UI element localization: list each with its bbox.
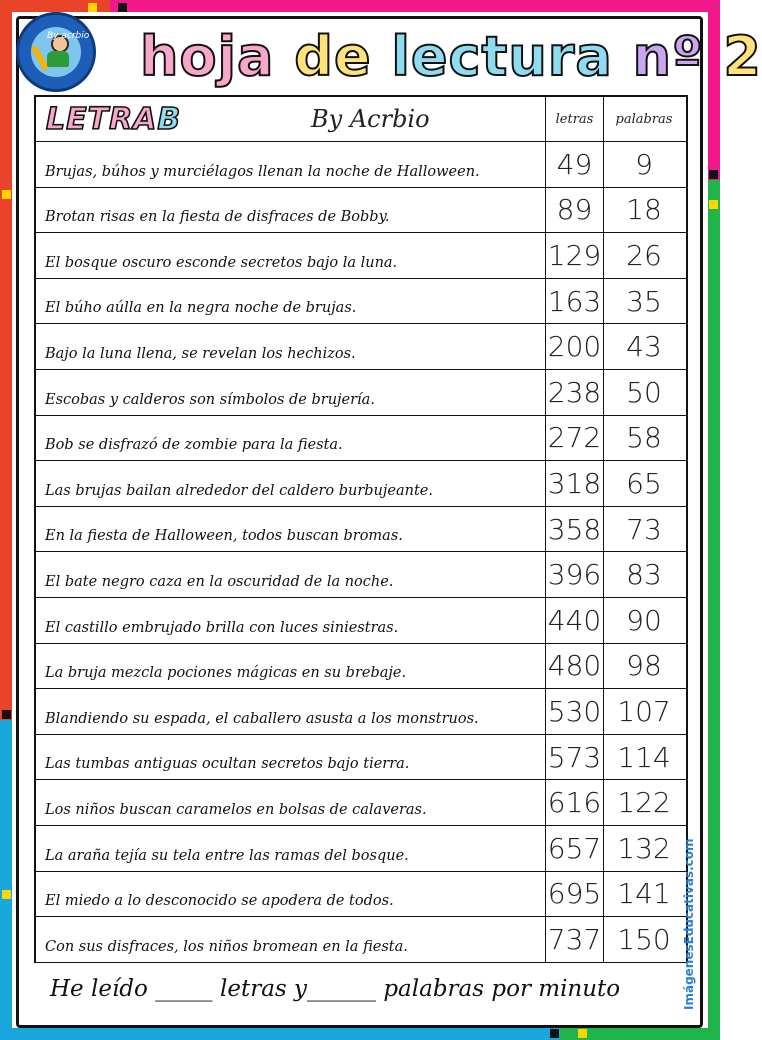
- frame-left-red-bar: [0, 0, 12, 720]
- reading-summary: He leído _____ letras y______ palabras por minuto: [50, 976, 621, 1002]
- table-row: [36, 872, 686, 918]
- decor-square: [88, 3, 97, 12]
- kid-body-icon: [47, 51, 69, 67]
- table-row: [36, 461, 686, 507]
- byline: By Acrbio: [311, 105, 430, 133]
- letter-count-cell: 480: [546, 644, 604, 689]
- header-letter-cell: [36, 97, 546, 141]
- decor-square: [709, 200, 718, 209]
- letter-count-cell: 200: [546, 324, 604, 369]
- reading-table: [34, 95, 688, 963]
- word-count-cell: 141: [617, 877, 671, 911]
- sentence-cell: El miedo a lo desconocido se apodera de todos.: [36, 872, 546, 917]
- table-row: [36, 644, 686, 690]
- letter-count-cell: 318: [546, 461, 604, 506]
- sentence-cell: Los niños buscan caramelos en bolsas de calaveras.: [36, 780, 546, 825]
- letter-count-cell: 440: [546, 598, 604, 643]
- title-word-1: hoja: [140, 25, 295, 88]
- table-body: [36, 142, 686, 963]
- word-count-cell: 83: [626, 558, 662, 592]
- word-count-cell: 58: [626, 421, 662, 455]
- word-count-cell: 9: [635, 147, 653, 181]
- letter-count-cell: 129: [546, 233, 604, 278]
- logo-text: By acrbio: [47, 31, 90, 41]
- table-row: [36, 370, 686, 416]
- sentence-cell: Escobas y calderos son símbolos de brujería.: [36, 370, 546, 415]
- table-row: [36, 188, 686, 234]
- table-row: [36, 598, 686, 644]
- word-count-cell: 50: [626, 375, 662, 409]
- sentence-cell: El castillo embrujado brilla con luces siniestras.: [36, 598, 546, 643]
- table-row: [36, 233, 686, 279]
- sentence-cell: La bruja mezcla pociones mágicas en su brebaje.: [36, 644, 546, 689]
- letter-count-cell: 737: [546, 917, 604, 962]
- word-count-cell: 98: [626, 649, 662, 683]
- letter-count-cell: 695: [546, 872, 604, 917]
- letter-count-cell: 573: [546, 735, 604, 780]
- word-count-cell: 150: [617, 922, 671, 956]
- table-row: [36, 416, 686, 462]
- table-row: [36, 507, 686, 553]
- page-title: [140, 22, 762, 92]
- sentence-cell: Con sus disfraces, los niños bromean en la fiesta.: [36, 917, 546, 962]
- sentence-cell: El bate negro caza en la oscuridad de la noche.: [36, 552, 546, 597]
- decor-square: [118, 3, 127, 12]
- sentence-cell: Blandiendo su espada, el caballero asusta a los monstruos.: [36, 689, 546, 734]
- letter-count-cell: 272: [546, 416, 604, 461]
- table-row: [36, 689, 686, 735]
- letter-count-cell: 163: [546, 279, 604, 324]
- letter-count-cell: 396: [546, 552, 604, 597]
- table-header-row: [36, 97, 686, 142]
- letter-count-cell: 616: [546, 780, 604, 825]
- table-row: [36, 142, 686, 188]
- table-row: [36, 279, 686, 325]
- frame-right-green-bar: [708, 180, 720, 1040]
- column-header-letters: letras: [546, 97, 604, 141]
- column-header-words: palabras: [615, 111, 673, 127]
- sentence-cell: Las brujas bailan alrededor del caldero burbujeante.: [36, 461, 546, 506]
- sentence-cell: Bob se disfrazó de zombie para la fiesta.: [36, 416, 546, 461]
- table-row: [36, 780, 686, 826]
- word-count-cell: 35: [626, 284, 662, 318]
- word-count-cell: 107: [617, 694, 671, 728]
- title-number: 2: [723, 25, 762, 88]
- table-row: [36, 826, 686, 872]
- sentence-cell: Bajo la luna llena, se revelan los hechizos.: [36, 324, 546, 369]
- word-count-cell: 73: [626, 512, 662, 546]
- table-row: [36, 324, 686, 370]
- word-count-cell: 65: [626, 466, 662, 500]
- letter-count-cell: 657: [546, 826, 604, 871]
- letter-label: LETRA: [46, 101, 158, 137]
- letter-value: B: [157, 101, 182, 137]
- letter-count-cell: 238: [546, 370, 604, 415]
- sentence-cell: En la fiesta de Halloween, todos buscan bromas.: [36, 507, 546, 552]
- letter-count-cell: 89: [546, 188, 604, 233]
- frame-left-blue-bar: [0, 720, 12, 1040]
- decor-square: [2, 890, 11, 899]
- decor-square: [2, 190, 11, 199]
- table-row: [36, 552, 686, 598]
- sentence-cell: El bosque oscuro esconde secretos bajo la luna.: [36, 233, 546, 278]
- sentence-cell: Brujas, búhos y murciélagos llenan la noche de Halloween.: [36, 142, 546, 187]
- sentence-cell: Brotan risas en la fiesta de disfraces de Bobby.: [36, 188, 546, 233]
- decor-square: [709, 170, 718, 179]
- watermark: ImágenesEducativas.com: [682, 838, 696, 1010]
- sentence-cell: La araña tejía su tela entre las ramas del bosque.: [36, 826, 546, 871]
- acrbio-logo: [16, 12, 96, 92]
- word-count-cell: 90: [626, 603, 662, 637]
- title-word-2: de: [294, 25, 392, 88]
- decor-square: [2, 710, 11, 719]
- sentence-cell: Las tumbas antiguas ocultan secretos bajo tierra.: [36, 735, 546, 780]
- decor-square: [550, 1029, 559, 1038]
- word-count-cell: 122: [617, 786, 671, 820]
- word-count-cell: 18: [626, 193, 662, 227]
- letter-count-cell: 530: [546, 689, 604, 734]
- letter-count-cell: 358: [546, 507, 604, 552]
- title-word-3: lectura: [391, 25, 633, 88]
- table-row: [36, 917, 686, 963]
- title-word-4: nº: [632, 25, 724, 88]
- frame-top-pink-bar: [110, 0, 720, 12]
- decor-square: [578, 1029, 587, 1038]
- word-count-cell: 26: [626, 238, 662, 272]
- word-count-cell: 43: [626, 330, 662, 364]
- word-count-cell: 114: [617, 740, 671, 774]
- letter-count-cell: 49: [546, 142, 604, 187]
- frame-bottom-blue-bar: [0, 1028, 560, 1040]
- table-row: [36, 735, 686, 781]
- word-count-cell: 132: [617, 831, 671, 865]
- sentence-cell: El búho aúlla en la negra noche de brujas.: [36, 279, 546, 324]
